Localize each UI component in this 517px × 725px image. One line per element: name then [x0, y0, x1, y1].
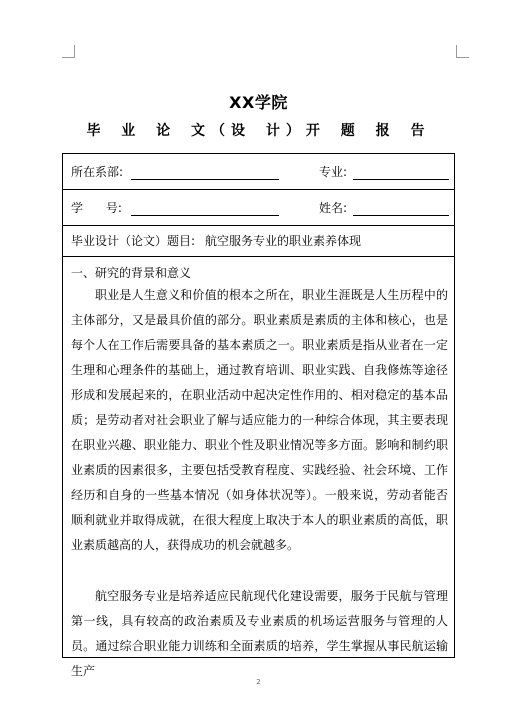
topic-value: 航空服务专业的职业素养体现: [205, 234, 362, 248]
student-id-field[interactable]: [131, 215, 279, 216]
report-form: [62, 153, 455, 678]
crop-mark-top-right: [456, 45, 469, 58]
id-name-row: [63, 190, 454, 226]
dept-field[interactable]: [131, 179, 279, 180]
name-label: 姓名:: [319, 201, 348, 215]
student-id-label: 学 号:: [71, 201, 122, 215]
page-number: 2: [256, 678, 261, 686]
crop-mark-top-left: [62, 45, 75, 58]
major-field[interactable]: [353, 179, 449, 180]
paragraph-2: 航空服务专业是培养适应民航现代化建设需要，服务于民航与管理第一线，具有较高的政治素质及专业素质的机场运营服务与管理的人员。通过综合职业能力训练和全面素质的培养，学生掌握从事民航运输生产: [71, 589, 448, 678]
report-subtitle: 毕 业 论 文（设 计）开 题 报 告: [86, 123, 431, 139]
topic-row: [63, 226, 454, 257]
paragraph-1: 职业是人生意义和价值的根本之所在，职业生涯既是人生历程中的主体部分，又是最具价值的部分。职业素质是素质的主体和核心，也是每个人在工作后需要具备的基本素质之一。职业素质是指从业者在一定生理和心理条件的基础上，通过教育培训、职业实践、自我修炼等途径形成和发展起来的，在职业活动中起决定性作用的、相对稳定的基本品质；是劳动者对社会职业了解与适应能力的一种综合体现，其主要表现在职业兴趣、职业能力、职业个性及职业情况等多方面。影响和制约职业素质的因素很多，主要包括受教育程度、实践经验、社会环境、工作经历和自身的一些基本情况（如身体状况等）。一般来说，劳动者能否顺利就业并取得成就，在很大程度上取决于本人的职业素质的高低，职业素质越高的人，获得成功的机会就越多。: [71, 288, 448, 552]
dept-label: 所在系部:: [71, 165, 124, 179]
section-heading: 一、研究的背景和意义: [71, 266, 192, 280]
name-field[interactable]: [353, 215, 449, 216]
major-label: 专业:: [319, 165, 348, 179]
college-title: XX学院: [229, 93, 288, 112]
topic-label: 毕业设计（论文）题目:: [71, 234, 196, 248]
dept-major-row: [63, 154, 454, 190]
